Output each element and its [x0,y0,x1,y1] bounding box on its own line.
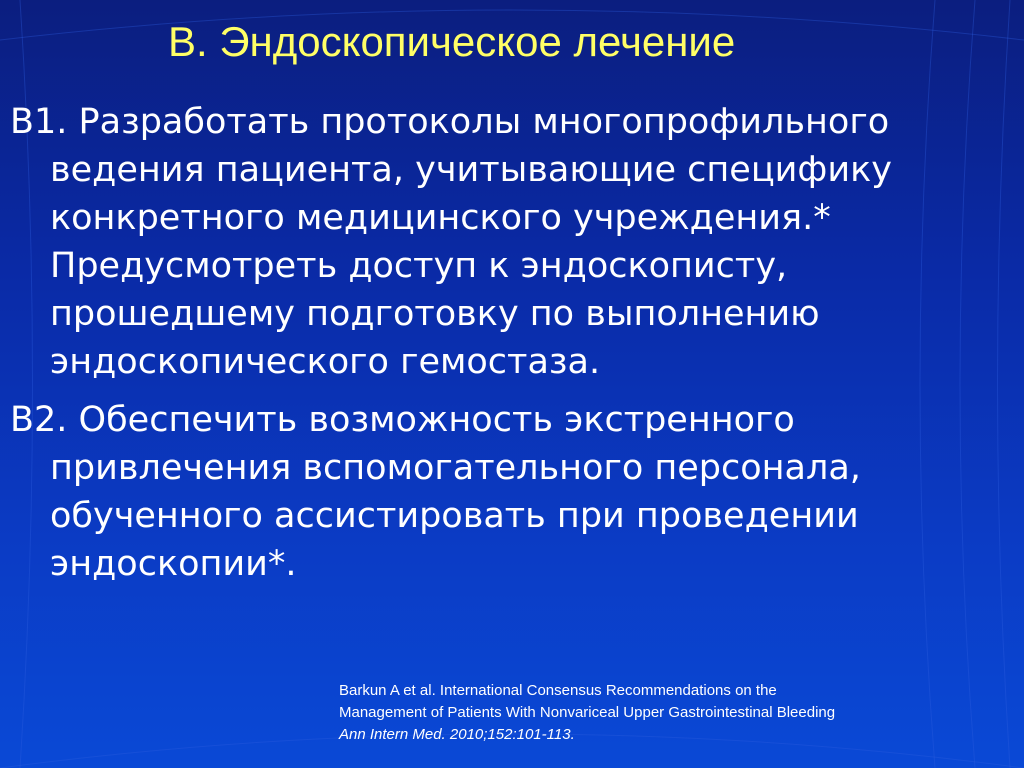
citation [339,680,1019,746]
slide-body [10,98,1010,598]
citation-journal: Ann Intern Med. 2010;152:101-113. [339,726,575,743]
list-item-b1: В1. Разработать протоколы многопрофильного ведения пациента, учитывающие специфику конкретного медицинского учреждения.* Предусмотреть доступ к эндоскописту, прошедшему подготовку по выполнению эндоскопического гемостаза. [10,102,892,382]
citation-title: Management of Patients With Nonvariceal Upper Gastrointestinal Bleeding [339,704,836,721]
citation-authors: Barkun A et al. International Consensus Recommendations on the [339,682,777,699]
slide-title: В. Эндоскопическое лечение [168,18,736,65]
list-item-b2: В2. Обеспечить возможность экстренного привлечения вспомогательного персонала, обученного ассистировать при проведении эндоскопии*. [10,400,861,584]
